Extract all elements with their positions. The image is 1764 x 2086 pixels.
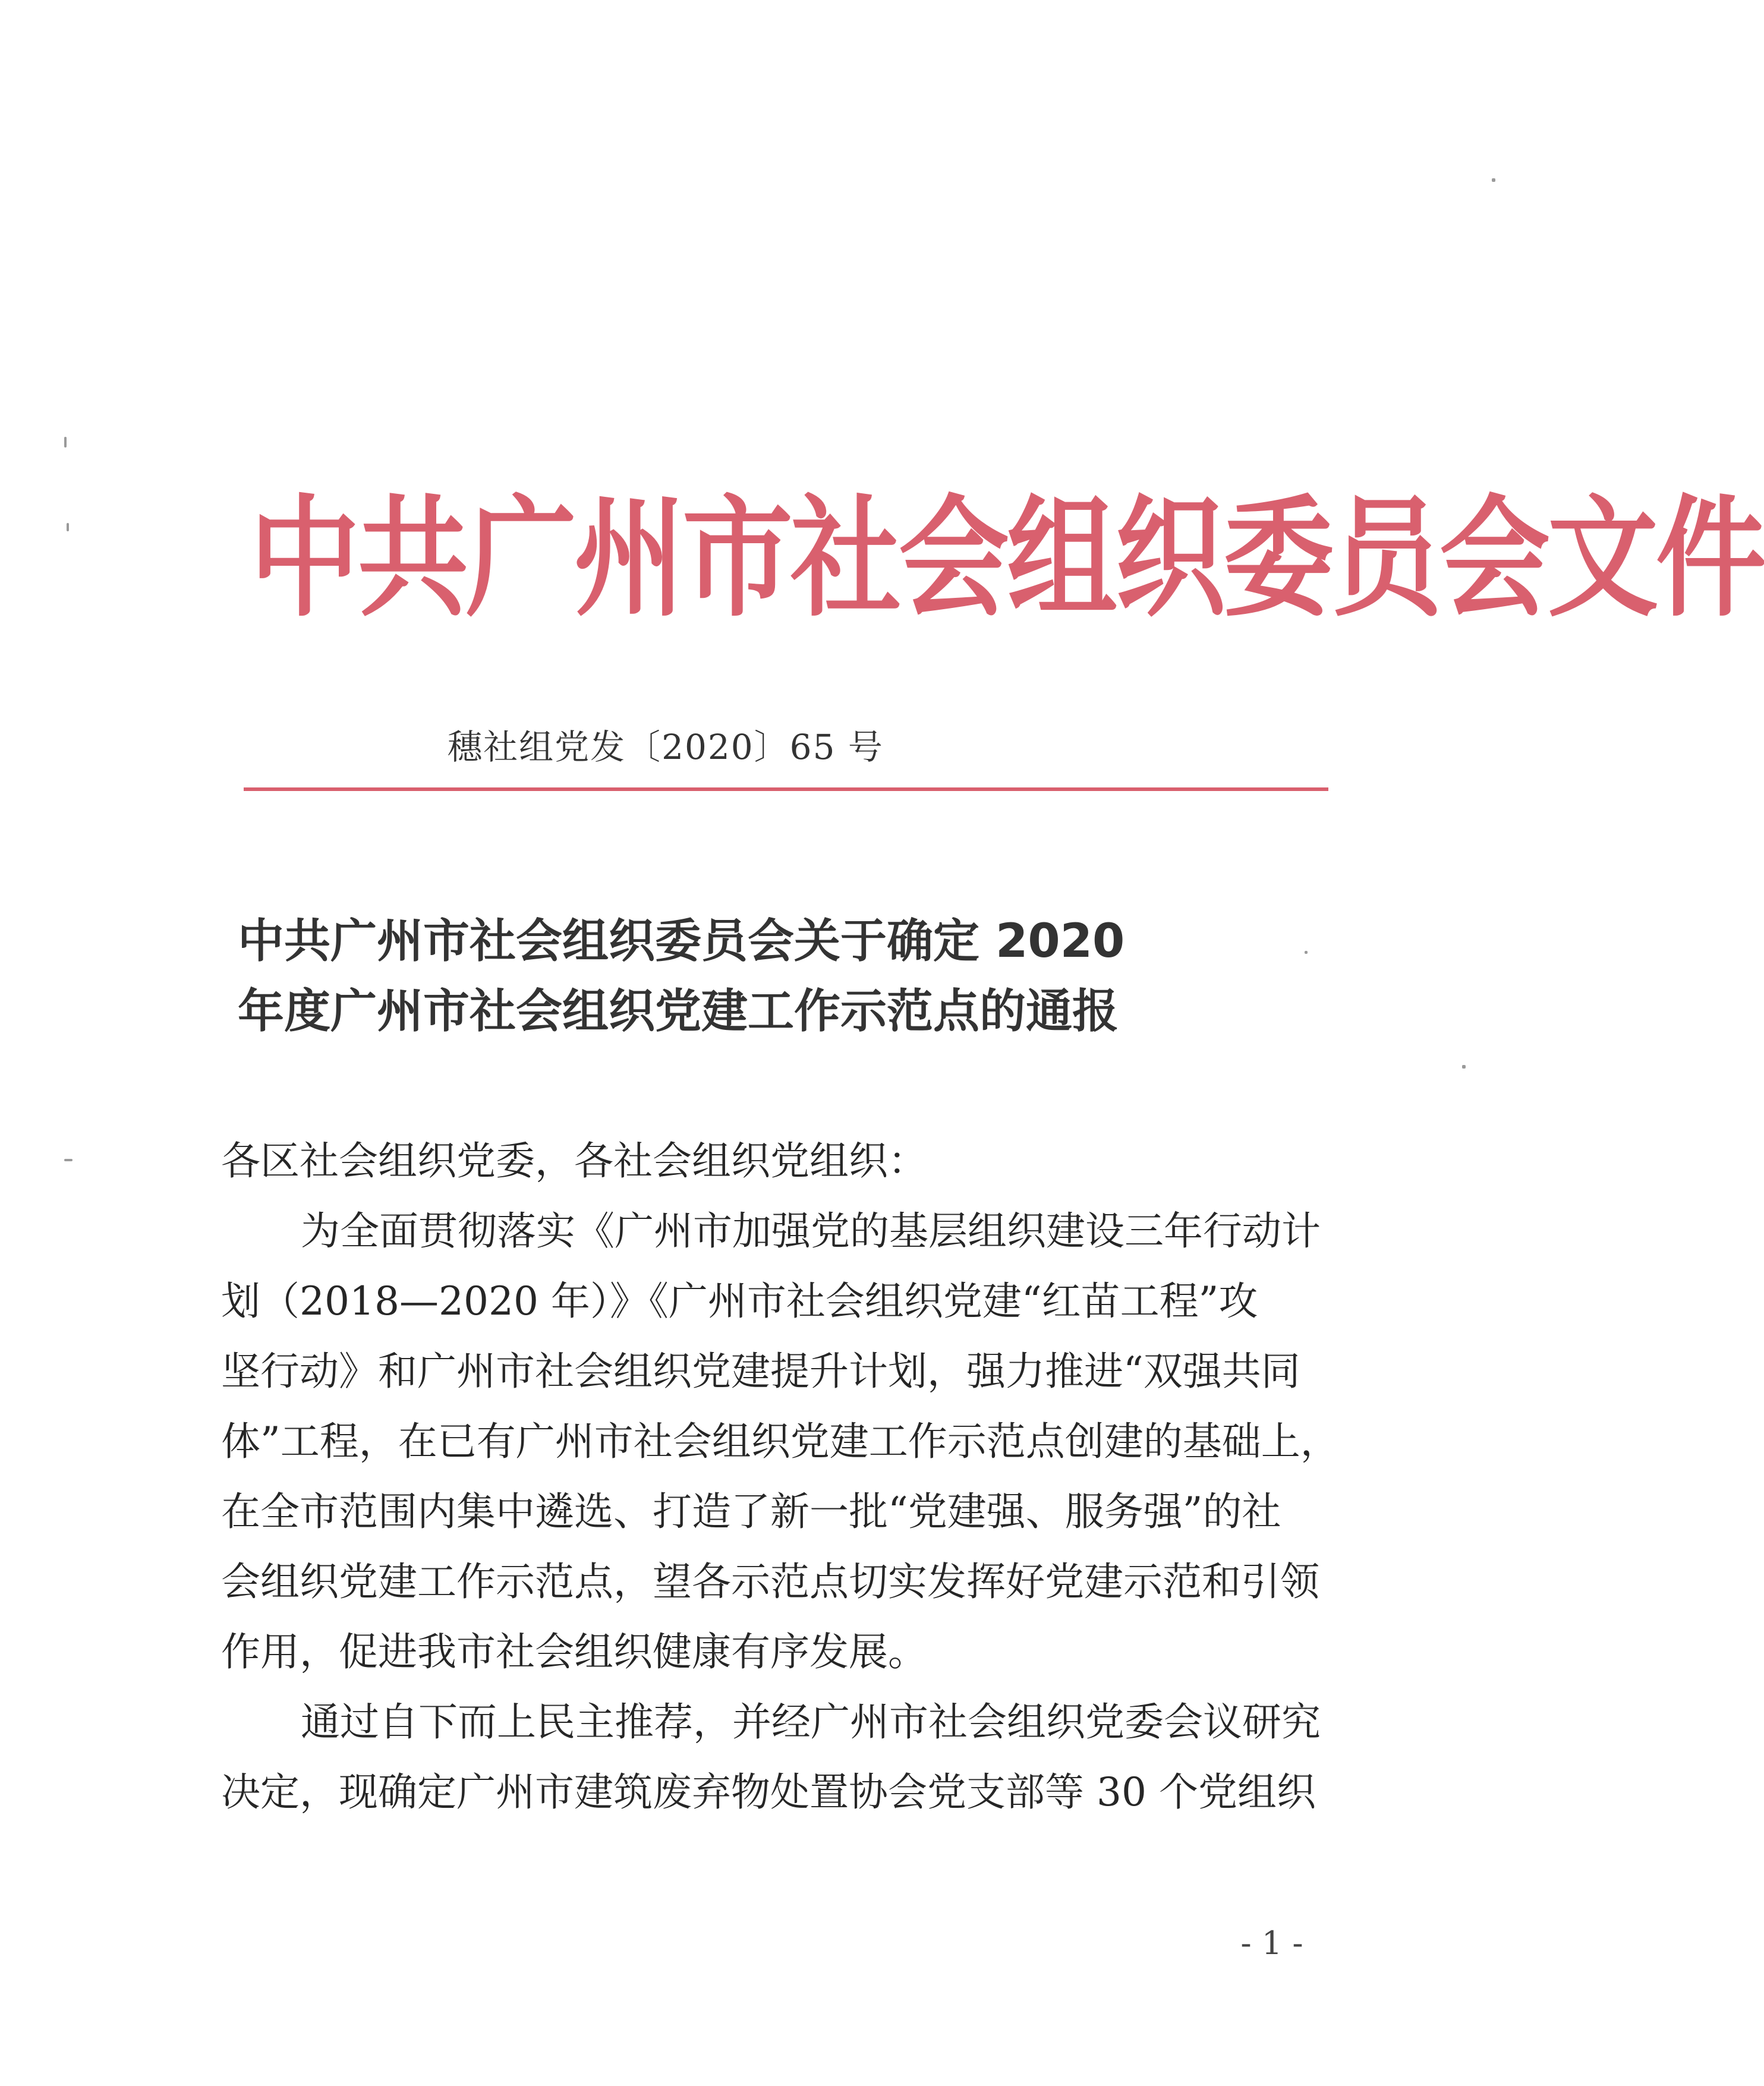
salutation: 各区社会组织党委，各社会组织党组织：	[221, 1138, 927, 1184]
paragraph-1-line: 会组织党建工作示范点，望各示范点切实发挥好党建示范和引领	[221, 1559, 1319, 1605]
scan-speck	[1462, 1065, 1466, 1069]
page-number: - 1 -	[1240, 1924, 1303, 1962]
notice-title-line-2: 年度广州市社会组织党建工作示范点的通报	[238, 985, 1119, 1038]
paragraph-1-line: 在全市范围内集中遴选、打造了新一批“党建强、服务强”的社	[221, 1489, 1281, 1534]
paragraph-2	[221, 1687, 1321, 1827]
scan-speck	[1305, 951, 1308, 954]
scan-speck	[64, 1159, 73, 1161]
paragraph-1-line: 体”工程，在已有广州市社会组织党建工作示范点创建的基础上，	[221, 1419, 1340, 1464]
document-number: 穗社组党发〔2020〕65 号	[448, 727, 884, 767]
paragraph-1-line: 划（2018—2020 年）》《广州市社会组织党建“红苗工程”攻	[221, 1278, 1258, 1324]
masthead-title: 中共广州市社会组织委员会文件	[250, 482, 1764, 635]
scan-speck	[67, 523, 69, 531]
notice-title	[238, 906, 1296, 1047]
scan-speck	[1492, 178, 1495, 182]
red-separator-line	[244, 787, 1328, 791]
paragraph-2-line: 通过自下而上民主推荐，并经广州市社会组织党委会议研究	[301, 1699, 1321, 1745]
paragraph-1-line: 坚行动》和广州市社会组织党建提升计划，强力推进“双强共同	[221, 1348, 1300, 1394]
paragraph-1	[221, 1196, 1340, 1687]
scan-speck	[64, 437, 67, 448]
notice-title-line-1: 中共广州市社会组织委员会关于确定 2020	[238, 915, 1125, 968]
paragraph-1-line: 作用，促进我市社会组织健康有序发展。	[221, 1629, 927, 1675]
body-text	[221, 1126, 1340, 1827]
paragraph-1-line: 为全面贯彻落实《广州市加强党的基层组织建设三年行动计	[301, 1208, 1321, 1254]
paragraph-2-line: 决定，现确定广州市建筑废弃物处置协会党支部等 30 个党组织	[221, 1769, 1316, 1815]
